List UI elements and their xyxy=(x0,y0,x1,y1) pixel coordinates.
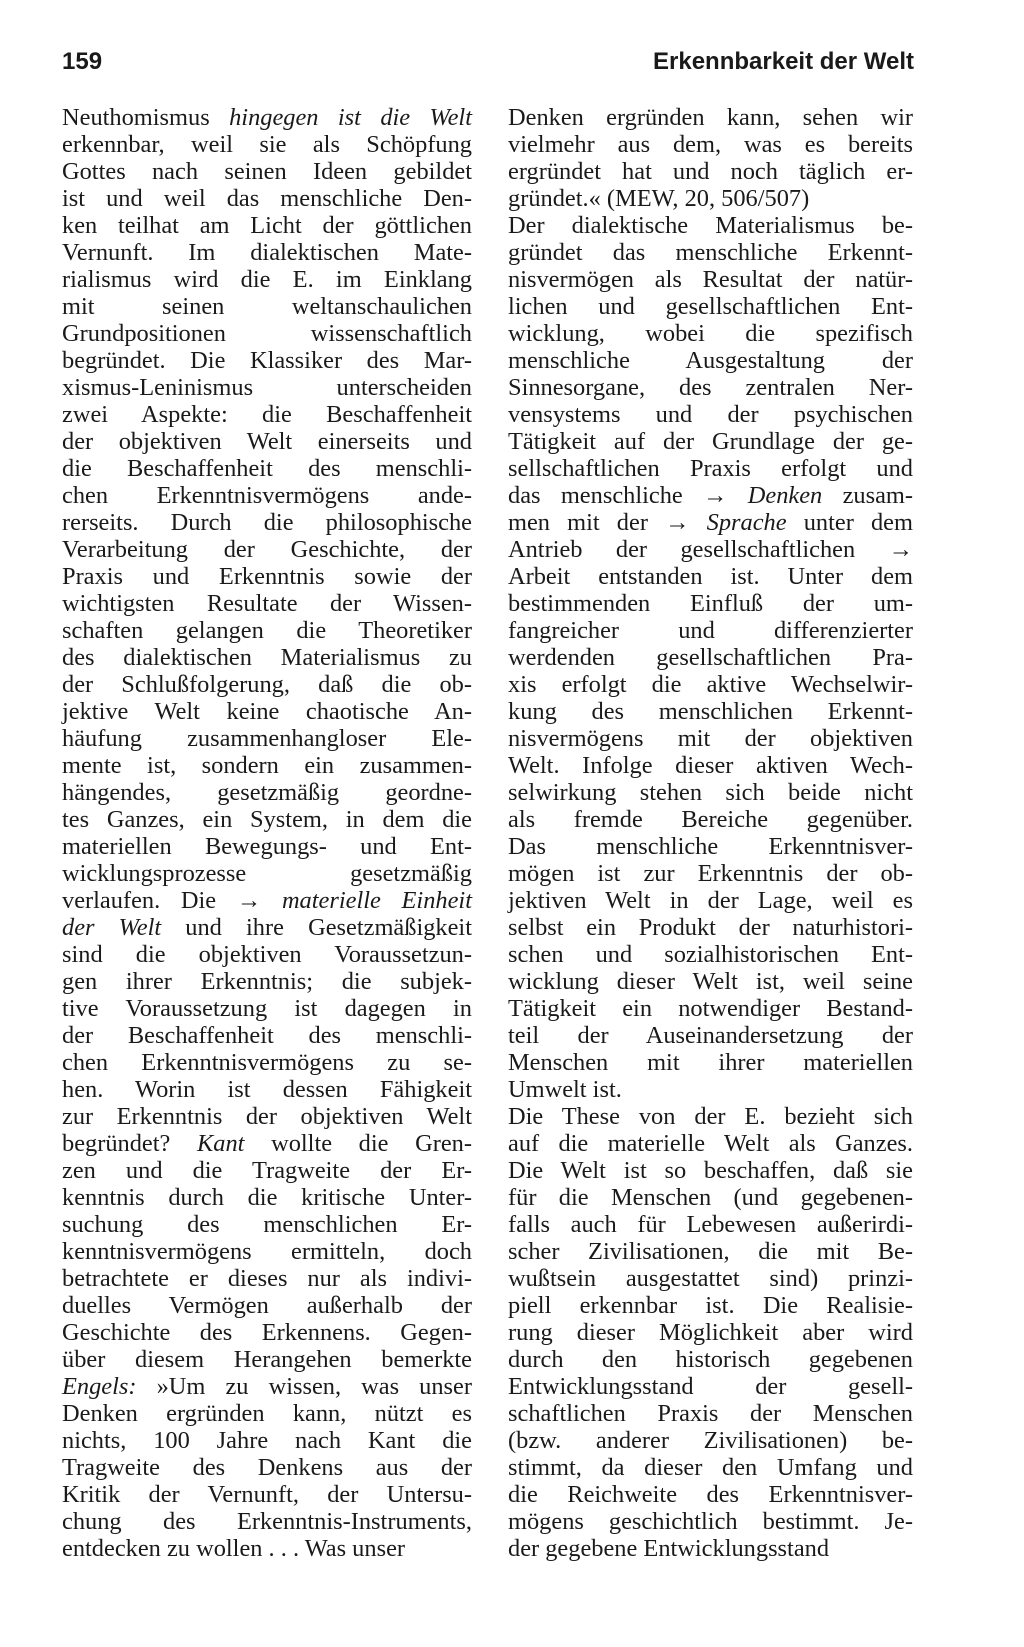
text-segment: Tragweite des Denkens aus der xyxy=(62,1454,472,1481)
text-segment: ergründet hat und noch täglich er- xyxy=(508,158,913,185)
italic-term: der Welt xyxy=(62,914,162,941)
text-segment: Die Welt ist so beschaffen, daß sie xyxy=(508,1157,913,1184)
text-line xyxy=(508,887,913,914)
text-line xyxy=(62,779,472,806)
text-line xyxy=(508,1157,913,1184)
text-segment: Denken ergründen kann, nützt es xyxy=(62,1400,472,1427)
text-segment: kenntnis durch die kritische Unter- xyxy=(62,1184,472,1211)
text-line xyxy=(62,1481,472,1508)
text-line xyxy=(62,617,472,644)
text-line xyxy=(62,1319,472,1346)
text-line xyxy=(62,1373,472,1400)
text-line xyxy=(508,1535,913,1562)
text-line xyxy=(508,428,913,455)
text-segment: rerseits. Durch die philosophische xyxy=(62,509,472,536)
italic-term: Engels: xyxy=(62,1373,137,1400)
text-segment: Neuthomismus xyxy=(62,104,210,131)
text-segment: selwirkung stehen sich beide nicht xyxy=(508,779,913,806)
text-line xyxy=(508,293,913,320)
text-line xyxy=(62,1265,472,1292)
text-segment: piell erkennbar ist. Die Realisie- xyxy=(508,1292,913,1319)
text-line xyxy=(508,212,913,239)
text-segment: duelles Vermögen außerhalb der xyxy=(62,1292,472,1319)
text-line xyxy=(62,293,472,320)
text-segment: Verarbeitung der Geschichte, der xyxy=(62,536,472,563)
text-line xyxy=(508,509,913,536)
text-line xyxy=(508,914,913,941)
text-segment: Gottes nach seinen Ideen gebildet xyxy=(62,158,472,185)
text-line xyxy=(62,725,472,752)
text-line xyxy=(62,455,472,482)
text-segment: chen Erkenntnisvermögens ande- xyxy=(62,482,472,509)
text-segment: selbst ein Produkt der naturhistori- xyxy=(508,914,913,941)
text-segment: zur Erkenntnis der objektiven Welt xyxy=(62,1103,472,1130)
text-line xyxy=(508,455,913,482)
text-line xyxy=(508,833,913,860)
text-line xyxy=(508,185,913,212)
text-line xyxy=(508,1481,913,1508)
text-line xyxy=(62,995,472,1022)
text-segment: Vernunft. Im dialektischen Mate- xyxy=(62,239,472,266)
text-line xyxy=(62,1346,472,1373)
text-segment: betrachtete er dieses nur als indivi- xyxy=(62,1265,472,1292)
text-segment: nisvermögen als Resultat der natür- xyxy=(508,266,913,293)
text-segment: der Beschaffenheit des menschli- xyxy=(62,1022,472,1049)
text-segment: xismus-Leninismus unterscheiden xyxy=(62,374,472,401)
text-line xyxy=(62,860,472,887)
text-segment: xis erfolgt die aktive Wechselwir- xyxy=(508,671,913,698)
text-segment: fangreicher und differenzierter xyxy=(508,617,913,644)
text-segment: für die Menschen (und gegebenen- xyxy=(508,1184,913,1211)
text-line xyxy=(62,239,472,266)
text-line xyxy=(508,482,913,509)
text-segment: durch den historisch gegebenen xyxy=(508,1346,913,1373)
text-line xyxy=(62,104,472,131)
text-segment: wollte die Gren- xyxy=(244,1130,473,1157)
text-segment: mögens geschichtlich bestimmt. Je- xyxy=(508,1508,913,1535)
text-line xyxy=(62,1292,472,1319)
left-column xyxy=(62,104,472,1562)
text-segment: menschliche Ausgestaltung der xyxy=(508,347,913,374)
italic-term: hingegen ist die Welt xyxy=(209,104,472,131)
text-segment: Der dialektische Materialismus be- xyxy=(508,212,913,239)
text-line xyxy=(62,1022,472,1049)
text-line xyxy=(62,1427,472,1454)
text-segment: das menschliche → xyxy=(508,482,748,509)
text-line xyxy=(62,1508,472,1535)
text-segment: des dialektischen Materialismus zu xyxy=(62,644,472,671)
text-line xyxy=(62,1076,472,1103)
text-segment: tes Ganzes, ein System, in dem die xyxy=(62,806,472,833)
text-line xyxy=(508,1049,913,1076)
text-line xyxy=(508,320,913,347)
text-segment: men mit der → xyxy=(508,509,707,536)
text-line xyxy=(62,482,472,509)
text-segment: tive Voraussetzung ist dagegen in xyxy=(62,995,472,1022)
text-line xyxy=(62,1049,472,1076)
text-segment: ist und weil das menschliche Den- xyxy=(62,185,472,212)
text-line xyxy=(62,806,472,833)
text-segment: zwei Aspekte: die Beschaffenheit xyxy=(62,401,472,428)
text-line xyxy=(62,1157,472,1184)
text-line xyxy=(508,1184,913,1211)
text-segment: schen und sozialhistorischen Ent- xyxy=(508,941,913,968)
text-line xyxy=(62,968,472,995)
text-line xyxy=(62,158,472,185)
text-segment: kenntnisvermögens ermitteln, doch xyxy=(62,1238,472,1265)
text-segment: vielmehr aus dem, was es bereits xyxy=(508,131,913,158)
text-segment: Umwelt ist. xyxy=(508,1076,622,1103)
right-column xyxy=(508,104,913,1562)
text-line xyxy=(508,806,913,833)
text-line xyxy=(62,752,472,779)
text-line xyxy=(508,1454,913,1481)
text-line xyxy=(508,968,913,995)
text-segment: mit seinen weltanschaulichen xyxy=(62,293,472,320)
text-line xyxy=(508,1400,913,1427)
text-line xyxy=(508,563,913,590)
text-line xyxy=(508,1265,913,1292)
text-line xyxy=(62,1400,472,1427)
text-line xyxy=(508,1508,913,1535)
text-line xyxy=(62,401,472,428)
text-line xyxy=(508,1103,913,1130)
text-segment: wicklung dieser Welt ist, weil seine xyxy=(508,968,913,995)
text-segment: nisvermögens mit der objektiven xyxy=(508,725,913,752)
text-line xyxy=(62,320,472,347)
text-line xyxy=(508,995,913,1022)
text-segment: schaften gelangen die Theoretiker xyxy=(62,617,472,644)
page-number: 159 xyxy=(62,48,103,75)
text-line xyxy=(62,833,472,860)
text-segment: der Schlußfolgerung, daß die ob- xyxy=(62,671,472,698)
text-line xyxy=(508,158,913,185)
text-segment: Welt. Infolge dieser aktiven Wech- xyxy=(508,752,913,779)
text-segment: Arbeit entstanden ist. Unter dem xyxy=(508,563,913,590)
text-segment: rung dieser Möglichkeit aber wird xyxy=(508,1319,913,1346)
text-line xyxy=(508,941,913,968)
text-line xyxy=(62,536,472,563)
text-line xyxy=(62,698,472,725)
text-line xyxy=(62,563,472,590)
italic-term: Denken xyxy=(747,482,823,509)
text-segment: jektiven Welt in der Lage, weil es xyxy=(508,887,913,914)
text-line xyxy=(62,1211,472,1238)
text-line xyxy=(508,1346,913,1373)
text-segment: jektive Welt keine chaotische An- xyxy=(62,698,472,725)
text-line xyxy=(508,779,913,806)
text-segment: Praxis und Erkenntnis sowie der xyxy=(62,563,472,590)
text-segment: (bzw. anderer Zivilisationen) be- xyxy=(508,1427,913,1454)
text-segment: hen. Worin ist dessen Fähigkeit xyxy=(62,1076,472,1103)
text-segment: materiellen Bewegungs- und Ent- xyxy=(62,833,472,860)
text-segment: Sinnesorgane, des zentralen Ner- xyxy=(508,374,913,401)
italic-term: materielle Einheit xyxy=(281,887,472,914)
text-line xyxy=(508,590,913,617)
text-line xyxy=(508,374,913,401)
text-segment: erkennbar, weil sie als Schöpfung xyxy=(62,131,472,158)
text-segment: gründet das menschliche Erkennt- xyxy=(508,239,913,266)
text-segment: der gegebene Entwicklungsstand xyxy=(508,1535,830,1562)
text-line xyxy=(508,347,913,374)
text-line xyxy=(62,1103,472,1130)
text-segment: und ihre Gesetzmäßigkeit xyxy=(161,914,472,941)
text-line xyxy=(508,671,913,698)
text-segment: Antrieb der gesellschaftlichen → xyxy=(508,536,913,563)
text-segment: gründet.« (MEW, 20, 506/507) xyxy=(508,185,810,212)
text-segment: zusam- xyxy=(822,482,913,509)
text-line xyxy=(508,1292,913,1319)
text-segment: Das menschliche Erkenntnisver- xyxy=(508,833,913,860)
text-segment: wicklungsprozesse gesetzmäßig xyxy=(62,860,472,887)
italic-term: Sprache xyxy=(706,509,787,536)
text-segment: Denken ergründen kann, sehen wir xyxy=(508,104,913,131)
text-line xyxy=(62,941,472,968)
text-segment: bestimmenden Einfluß der um- xyxy=(508,590,913,617)
text-line xyxy=(508,1022,913,1049)
text-segment: wichtigsten Resultate der Wissen- xyxy=(62,590,472,617)
text-segment: Kritik der Vernunft, der Untersu- xyxy=(62,1481,472,1508)
text-line xyxy=(508,239,913,266)
text-segment: chen Erkenntnisvermögens zu se- xyxy=(62,1049,472,1076)
text-line xyxy=(62,509,472,536)
text-line xyxy=(508,1373,913,1400)
text-segment: unter dem xyxy=(786,509,913,536)
text-line xyxy=(62,185,472,212)
text-line xyxy=(508,1427,913,1454)
text-line xyxy=(508,617,913,644)
text-segment: verlaufen. Die → xyxy=(62,887,282,914)
text-line xyxy=(62,212,472,239)
text-segment: lichen und gesellschaftlichen Ent- xyxy=(508,293,913,320)
text-line xyxy=(508,1076,913,1103)
text-line xyxy=(508,1238,913,1265)
text-line xyxy=(62,347,472,374)
text-segment: als fremde Bereiche gegenüber. xyxy=(508,806,913,833)
text-segment: hängendes, gesetzmäßig geordne- xyxy=(62,779,472,806)
text-line xyxy=(508,698,913,725)
text-segment: falls auch für Lebewesen außerirdi- xyxy=(508,1211,913,1238)
text-segment: der objektiven Welt einerseits und xyxy=(62,428,472,455)
text-segment: scher Zivilisationen, die mit Be- xyxy=(508,1238,913,1265)
text-segment: gen ihrer Erkenntnis; die subjek- xyxy=(62,968,472,995)
text-line xyxy=(508,860,913,887)
text-line xyxy=(508,401,913,428)
text-line xyxy=(62,590,472,617)
text-segment: rialismus wird die E. im Einklang xyxy=(62,266,472,293)
text-line xyxy=(508,1211,913,1238)
text-segment: entdecken zu wollen . . . Was unser xyxy=(62,1535,406,1562)
text-segment: Menschen mit ihrer materiellen xyxy=(508,1049,913,1076)
text-line xyxy=(62,914,472,941)
text-line xyxy=(62,1184,472,1211)
text-segment: teil der Auseinandersetzung der xyxy=(508,1022,913,1049)
text-segment: über diesem Herangehen bemerkte xyxy=(62,1346,472,1373)
text-line xyxy=(62,1454,472,1481)
text-segment: häufung zusammenhangloser Ele- xyxy=(62,725,472,752)
text-line xyxy=(508,752,913,779)
text-line xyxy=(508,266,913,293)
text-segment: »Um zu wissen, was unser xyxy=(136,1373,472,1400)
text-segment: Tätigkeit ein notwendiger Bestand- xyxy=(508,995,913,1022)
text-segment: die Beschaffenheit des menschli- xyxy=(62,455,472,482)
text-line xyxy=(508,104,913,131)
text-line xyxy=(508,644,913,671)
text-segment: Die These von der E. bezieht sich xyxy=(508,1103,913,1130)
text-segment: sellschaftlichen Praxis erfolgt und xyxy=(508,455,913,482)
italic-term: Kant xyxy=(197,1130,245,1157)
text-line xyxy=(508,131,913,158)
text-segment: kung des menschlichen Erkennt- xyxy=(508,698,913,725)
text-segment: werdenden gesellschaftlichen Pra- xyxy=(508,644,913,671)
text-line xyxy=(508,725,913,752)
page-header xyxy=(62,48,914,82)
text-segment: begründet. Die Klassiker des Mar- xyxy=(62,347,472,374)
text-line xyxy=(62,1535,472,1562)
text-segment: zen und die Tragweite der Er- xyxy=(62,1157,472,1184)
text-segment: Grundpositionen wissenschaftlich xyxy=(62,320,472,347)
text-line xyxy=(62,644,472,671)
text-segment: die Reichweite des Erkenntnisver- xyxy=(508,1481,913,1508)
text-line xyxy=(62,428,472,455)
text-line xyxy=(62,1130,472,1157)
text-segment: suchung des menschlichen Er- xyxy=(62,1211,472,1238)
text-segment: nichts, 100 Jahre nach Kant die xyxy=(62,1427,472,1454)
text-segment: sind die objektiven Voraussetzun- xyxy=(62,941,472,968)
text-line xyxy=(508,1319,913,1346)
text-segment: mögen ist zur Erkenntnis der ob- xyxy=(508,860,913,887)
text-line xyxy=(508,1130,913,1157)
text-segment: mente ist, sondern ein zusammen- xyxy=(62,752,472,779)
text-line xyxy=(62,671,472,698)
text-segment: chung des Erkenntnis-Instruments, xyxy=(62,1508,472,1535)
text-segment: Geschichte des Erkennens. Gegen- xyxy=(62,1319,472,1346)
text-segment: wicklung, wobei die spezifisch xyxy=(508,320,913,347)
text-line xyxy=(62,887,472,914)
text-line xyxy=(62,131,472,158)
text-segment: vensystems und der psychischen xyxy=(508,401,913,428)
running-head: Erkennbarkeit der Welt xyxy=(653,48,914,75)
text-line xyxy=(62,374,472,401)
text-line xyxy=(62,1238,472,1265)
text-segment: wußtsein ausgestattet sind) prinzi- xyxy=(508,1265,913,1292)
text-segment: ken teilhat am Licht der göttlichen xyxy=(62,212,472,239)
text-line xyxy=(508,536,913,563)
text-segment: Entwicklungsstand der gesell- xyxy=(508,1373,913,1400)
text-segment: begründet? xyxy=(62,1130,197,1157)
text-segment: schaftlichen Praxis der Menschen xyxy=(508,1400,913,1427)
text-segment: auf die materielle Welt als Ganzes. xyxy=(508,1130,913,1157)
text-segment: stimmt, da dieser den Umfang und xyxy=(508,1454,913,1481)
text-line xyxy=(62,266,472,293)
text-segment: Tätigkeit auf der Grundlage der ge- xyxy=(508,428,913,455)
